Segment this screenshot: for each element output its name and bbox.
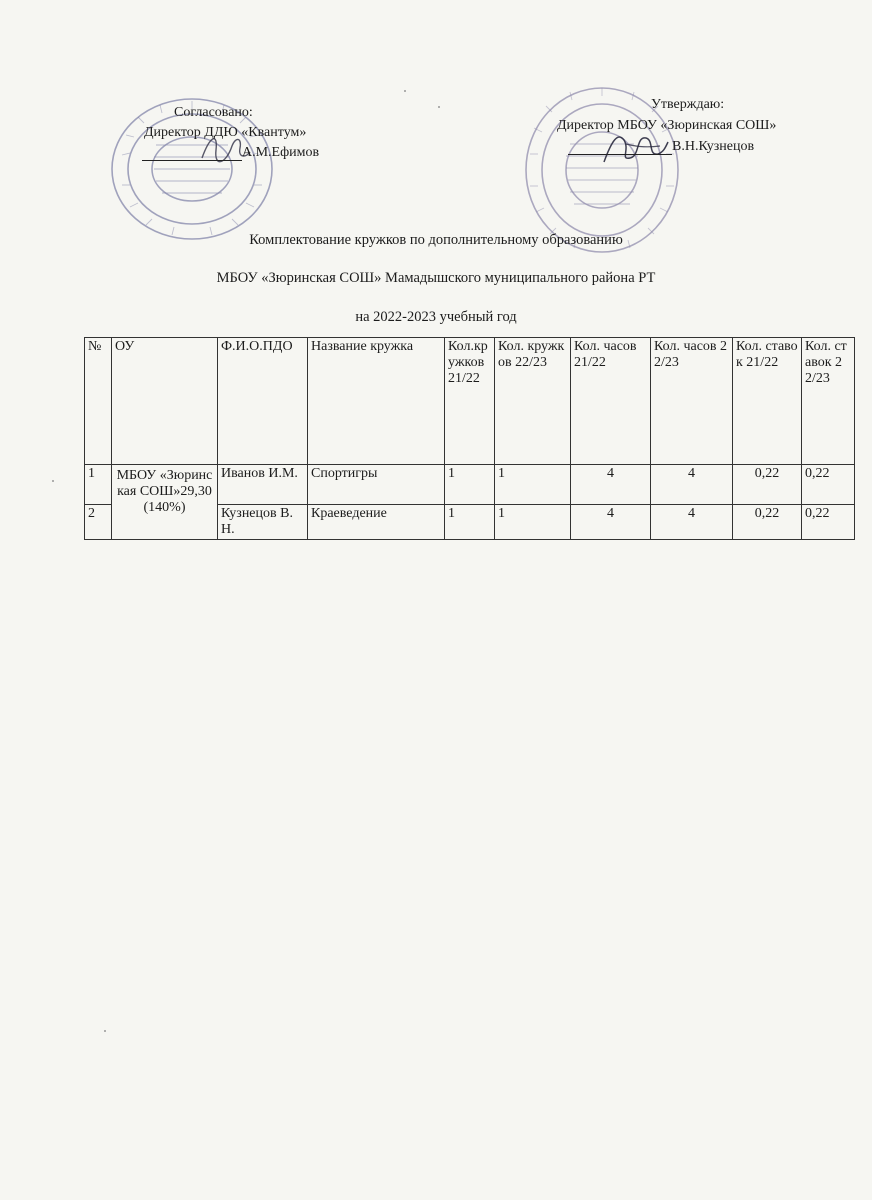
row-num: 1 — [85, 465, 112, 505]
row-rate-2122: 0,22 — [733, 465, 802, 505]
scan-speck — [52, 480, 54, 482]
row-clubs-2122: 1 — [445, 465, 495, 505]
header-rate-2223: Кол. ставок 22/23 — [802, 338, 855, 465]
row-clubs-2223: 1 — [495, 505, 571, 540]
row-hours-2122: 4 — [571, 465, 651, 505]
approval-left-name: А.М.Ефимов — [242, 145, 320, 160]
document-title: Комплектование кружков по дополнительному образованию — [249, 232, 623, 248]
header-clubs-2223: Кол. кружков 22/23 — [495, 338, 571, 465]
header-rate-2122: Кол. ставок 21/22 — [733, 338, 802, 465]
school-cell: МБОУ «Зюринская СОШ»29,30 (140%) — [112, 465, 218, 540]
row-clubs-2223: 1 — [495, 465, 571, 505]
row-hours-2223: 4 — [651, 465, 733, 505]
row-club: Краеведение — [308, 505, 445, 540]
header-num: № — [85, 338, 112, 465]
table-row — [85, 465, 855, 505]
row-hours-2223: 4 — [651, 505, 733, 540]
row-teacher: Кузнецов В.Н. — [218, 505, 308, 540]
approval-left-position: Директор ДДЮ «Квантум» — [144, 125, 307, 140]
signature-line-right — [568, 154, 672, 155]
header-clubs-2122: Кол.кружков 21/22 — [445, 338, 495, 465]
approval-right-name: В.Н.Кузнецов — [672, 139, 755, 154]
row-num: 2 — [85, 505, 112, 540]
signature-line-left — [142, 160, 242, 161]
clubs-table — [84, 337, 855, 540]
header-club: Название кружка — [308, 338, 445, 465]
header-ou: ОУ — [112, 338, 218, 465]
row-rate-2223: 0,22 — [802, 505, 855, 540]
row-rate-2223: 0,22 — [802, 465, 855, 505]
table-header-row — [85, 338, 855, 465]
row-clubs-2122: 1 — [445, 505, 495, 540]
row-club: Спортигры — [308, 465, 445, 505]
document-subtitle: МБОУ «Зюринская СОШ» Мамадышского муниципального района РТ — [216, 270, 656, 286]
scan-speck — [438, 106, 440, 108]
row-hours-2122: 4 — [571, 505, 651, 540]
header-hours-2223: Кол. часов 22/23 — [651, 338, 733, 465]
approval-left-label: Согласовано: — [174, 105, 253, 120]
row-teacher: Иванов И.М. — [218, 465, 308, 505]
approval-right-position: Директор МБОУ «Зюринская СОШ» — [557, 118, 777, 133]
header-hours-2122: Кол. часов 21/22 — [571, 338, 651, 465]
document-year: на 2022-2023 учебный год — [355, 309, 517, 325]
scan-speck — [404, 90, 406, 92]
approval-right-label: Утверждаю: — [651, 97, 725, 112]
header-teacher: Ф.И.О.ПДО — [218, 338, 308, 465]
row-rate-2122: 0,22 — [733, 505, 802, 540]
scan-speck — [104, 1030, 106, 1032]
